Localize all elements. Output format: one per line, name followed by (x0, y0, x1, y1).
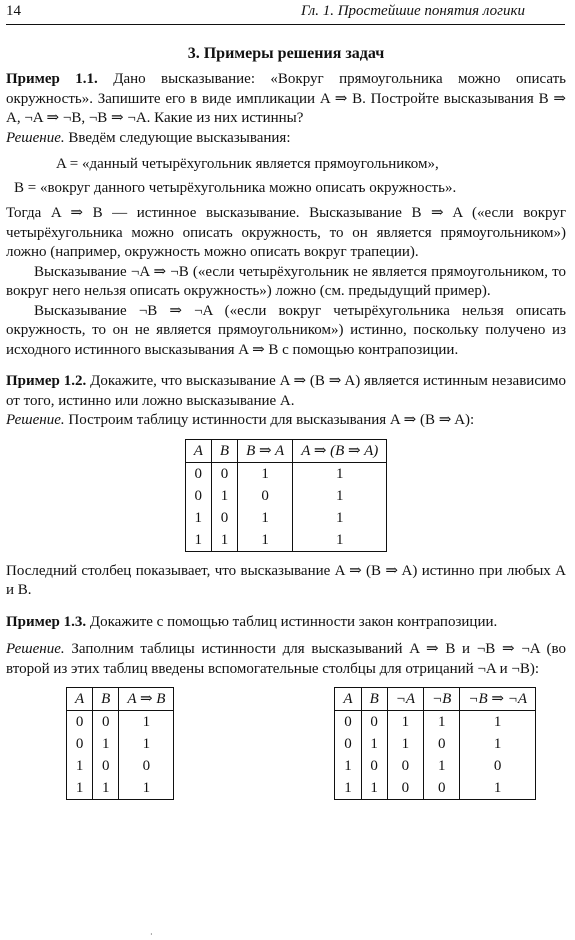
definition-a: A = «данный четырёхугольник является прямоугольником», (56, 156, 439, 172)
page-number: 14 (6, 3, 21, 19)
table-cell: 0 (387, 777, 423, 800)
table-row (335, 755, 536, 777)
column-header: A (185, 439, 211, 462)
table-cell: 0 (67, 711, 93, 734)
example-3-label: Пример 1.3. (6, 613, 87, 630)
table-row (67, 755, 174, 777)
table-row (67, 711, 174, 734)
table-cell: 1 (185, 507, 211, 529)
table-cell: 0 (93, 711, 119, 734)
example-1-label: Пример 1.1. (6, 71, 98, 87)
table-cell: 0 (238, 485, 293, 507)
table-row (185, 485, 387, 507)
example-1-paragraph-1: Тогда A ⇒ B — истинное высказывание. Высказывание B ⇒ A («если вокруг четырёхугольника можно описать окружность, то он является прямоугольником») ложно (например, окружность можно описать вокруг трапеции). (6, 205, 566, 260)
table-cell: 1 (185, 529, 211, 552)
table-cell: 1 (93, 733, 119, 755)
example-2-solution: Решение. Построим таблицу истинности для высказывания A ⇒ (B ⇒ A): (6, 412, 475, 428)
table-cell: 0 (93, 755, 119, 777)
table-row (67, 733, 174, 755)
section-title: 3. Примеры решения задач (187, 45, 385, 62)
column-header: ¬A (387, 688, 423, 711)
definition-b: B = «вокруг данного четырёхугольника можно описать окружность». (14, 179, 457, 196)
table-cell: 1 (238, 529, 293, 552)
table-header-row (67, 688, 174, 711)
table-cell: 0 (335, 733, 361, 755)
table-cell: 1 (211, 485, 237, 507)
table-cell: 0 (119, 755, 174, 777)
solution-label: Решение. (6, 412, 65, 428)
table-cell: 1 (93, 777, 119, 800)
example-2-statement: Пример 1.2. Докажите, что высказывание A ⇒ (B ⇒ A) является истинным независимо от того, истинно или ложно высказывание A. (6, 373, 567, 409)
table-cell: 1 (293, 529, 387, 552)
column-header: B (211, 439, 237, 462)
table-cell: 1 (424, 755, 460, 777)
table-cell: 1 (293, 507, 387, 529)
table-cell: 1 (387, 733, 423, 755)
table-cell: 1 (119, 711, 174, 734)
table-cell: 1 (238, 507, 293, 529)
table-cell: 0 (361, 755, 387, 777)
column-header: ¬B (424, 688, 460, 711)
table-row (335, 777, 536, 800)
table-cell: 0 (424, 733, 460, 755)
example-1-paragraph-3: Высказывание ¬B ⇒ ¬A («если вокруг четырёхугольника нельзя описать окружность, то он не является прямоугольником») истинно, поскольку получено из исходного истинного высказывания A ⇒ B с помощью контрапозиции. (6, 302, 566, 358)
table-cell: 1 (387, 711, 423, 734)
truth-table-implication (66, 687, 174, 800)
table-cell: 1 (67, 777, 93, 800)
example-1-paragraph-2: Высказывание ¬A ⇒ ¬B («если четырёхугольник не является прямоугольником, то вокруг него нельзя описать окружность») ложно (см. предыдущий пример). (6, 263, 566, 299)
table-cell: 1 (119, 777, 174, 800)
table-cell: 1 (361, 777, 387, 800)
example-2-label: Пример 1.2. (6, 373, 87, 389)
table-cell: 0 (460, 755, 536, 777)
truth-table-contrapositive (334, 687, 536, 800)
column-header: B (93, 688, 119, 711)
table-cell: 1 (361, 733, 387, 755)
column-header: A (67, 688, 93, 711)
table-cell: 1 (460, 777, 536, 800)
table-cell: 1 (67, 755, 93, 777)
column-header: A (335, 688, 361, 711)
table-cell: 1 (460, 733, 536, 755)
table-cell: 0 (361, 711, 387, 734)
page-header (6, 2, 565, 25)
example-2-conclusion: Последний столбец показывает, что высказывание A ⇒ (B ⇒ A) истинно при любых A и B. (6, 562, 566, 598)
table-cell: 1 (238, 462, 293, 485)
column-header: A ⇒ B (119, 688, 174, 711)
table-cell: 1 (293, 462, 387, 485)
table-row (335, 711, 536, 734)
table-cell: 1 (119, 733, 174, 755)
table-row (185, 507, 387, 529)
example-3-statement: Пример 1.3. Докажите с помощью таблиц истинности закон контрапозиции. (6, 613, 498, 630)
table-cell: 0 (67, 733, 93, 755)
solution-label: Решение. (6, 129, 65, 146)
table-header-row (335, 688, 536, 711)
table-cell: 0 (424, 777, 460, 800)
table-cell: 0 (335, 711, 361, 734)
table-header-row (185, 439, 387, 462)
table-row (67, 777, 174, 800)
table-cell: 0 (185, 462, 211, 485)
table-cell: 1 (293, 485, 387, 507)
table-row (185, 529, 387, 552)
table-cell: 1 (424, 711, 460, 734)
column-header: B (361, 688, 387, 711)
column-header: ¬B ⇒ ¬A (460, 688, 536, 711)
column-header: A ⇒ (B ⇒ A) (293, 439, 387, 462)
print-speck: · (150, 930, 153, 939)
table-row (335, 733, 536, 755)
table-cell: 0 (211, 462, 237, 485)
column-header: B ⇒ A (238, 439, 293, 462)
truth-table-example-2 (185, 439, 388, 552)
table-cell: 1 (335, 755, 361, 777)
example-1-solution-intro: Решение. Введём следующие высказывания: (6, 129, 291, 146)
page-content (6, 44, 566, 800)
example-1-statement: Пример 1.1. Дано высказывание: «Вокруг прямоугольника можно описать окружность». Запишите его в виде импликации A ⇒ B. Постройте высказывания B ⇒ A, ¬A ⇒ ¬B, ¬B ⇒ ¬A. Какие из них истинны? (6, 71, 567, 126)
example-3-solution: Решение. Заполним таблицы истинности для высказываний A ⇒ B и ¬B ⇒ ¬A (во второй из этих таблиц введены вспомогательные столбцы для отрицаний ¬A и ¬B): (6, 641, 567, 677)
solution-label: Решение. (6, 641, 65, 657)
running-title: Гл. 1. Простейшие понятия логики (300, 3, 525, 19)
table-cell: 0 (185, 485, 211, 507)
table-cell: 0 (211, 507, 237, 529)
table-cell: 1 (211, 529, 237, 552)
table-row (185, 462, 387, 485)
table-cell: 1 (335, 777, 361, 800)
table-cell: 1 (460, 711, 536, 734)
table-cell: 0 (387, 755, 423, 777)
